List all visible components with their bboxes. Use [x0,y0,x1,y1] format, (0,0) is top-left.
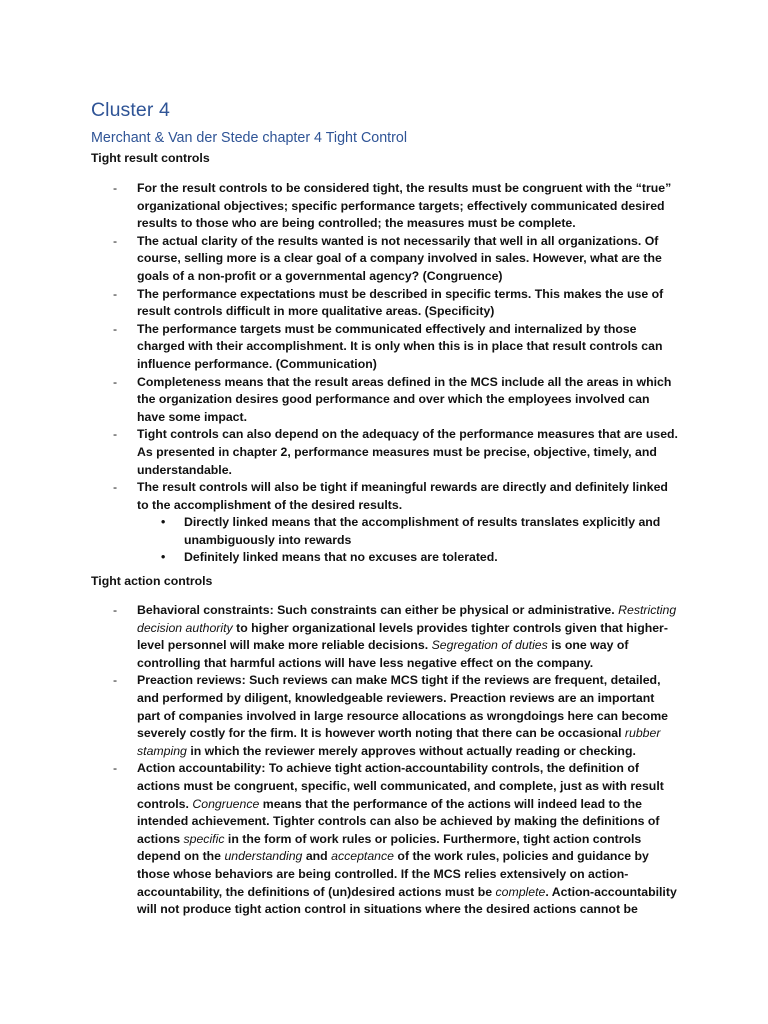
bc-italic-2: Segregation of duties [431,638,548,653]
sub-list-item: • Directly linked means that the accomplishment of results translates explicitly and unambiguously into rewards [137,514,678,549]
aa-italic-2: specific [183,831,225,846]
bc-text-3: is one way of controlling that harmful actions will have less negative effect on the company. [137,638,629,670]
list-item: - Tight controls can also depend on the adequacy of the performance measures that are used. As presented in chapter 2, performance measures must be precise, objective, timely, and understandable. [113,426,678,479]
sub-list-item: • Definitely linked means that no excuses are tolerated. [137,549,678,567]
list-item: - For the result controls to be considered tight, the results must be congruent with the “true” organizational objectives; specific performance targets; effectively communicated desired results to those who are being controlled; the measures must be complete. [113,180,678,233]
bc-text-2: to higher organizational levels provides tighter controls given that higher-level personnel will make more reliable decisions. [137,620,668,653]
list-item-behavioral-constraints [113,602,678,672]
pr-italic-1: rubber stamping [137,726,661,758]
aa-text-2: means that the performance of the actions will indeed lead to the intended achievement. Tighter controls can also be achieved by making the definitions of actions [137,796,660,846]
result-controls-list [113,180,678,567]
rewards-text: The result controls will also be tight if meaningful rewards are directly and definitely linked to the accomplishment of the desired results. [137,480,668,512]
list-item: - The actual clarity of the results wanted is not necessarily that well in all organizations. Of course, selling more is a clear goal of a company involved in sales. However, what are the goals of a non-profit or a governmental agency? (Congruence) [113,233,678,286]
aa-italic-4: acceptance [331,849,395,864]
cluster-title: Cluster 4 [91,99,170,121]
pr-text-2: in which the reviewer merely approves without actually reading or checking. [186,743,636,758]
bc-text-1: Behavioral constraints: Such constraints can either be physical or administrative. [137,603,619,617]
list-item: - The performance targets must be communicated effectively and internalized by those charged with their accomplishment. It is only when this is in place that result controls can influence performance. (Communication) [113,321,678,374]
aa-text-4: and [302,849,332,864]
list-item: - Completeness means that the result areas defined in the MCS include all the areas in which the organization desires good performance and over which the employees involved can have some impact. [113,374,678,427]
chapter-title: Merchant & Van der Stede chapter 4 Tight Control [91,130,408,146]
bc-italic-1: Restricting decision authority [137,603,677,635]
section-heading-action-controls: Tight action controls [91,574,213,588]
aa-italic-1: Congruence [192,796,260,811]
list-item-action-accountability [113,760,678,918]
rewards-sublist [137,514,678,567]
aa-text-1: Action accountability: To achieve tight action-accountability controls, the definition of actions must be congruent, specific, well communicated, and complete, just as with result controls. [137,761,664,811]
aa-italic-3: understanding [224,849,303,864]
aa-text-3: in the form of work rules or policies. Furthermore, tight action controls depend on the [137,831,642,864]
pr-text-1: Preaction reviews: Such reviews can make MCS tight if the reviews are frequent, detailed, and performed by diligent, knowledgeable reviewers. Preaction reviews are an important part of companies involved in large resource allocations as wrongdoings here can become severely costly for the firm. It is however worth noting that there can be occasional [137,673,668,741]
section-heading-result-controls: Tight result controls [91,151,210,165]
list-item-preaction-reviews [113,672,678,760]
action-controls-list [113,602,678,919]
aa-text-5: of the work rules, policies and guidance by those whose behaviors are being controlled. If the MCS relies extensively on action-accountability, the definitions of (un)desired actions must be [137,849,649,899]
aa-italic-5: complete [495,884,546,899]
aa-text-6: . Action-accountability will not produce tight action control in situations where the desired actions cannot be [137,884,677,917]
list-item: - The performance expectations must be described in specific terms. This makes the use of result controls difficult in more qualitative areas. (Specificity) [113,286,678,321]
list-item-rewards [113,479,678,567]
